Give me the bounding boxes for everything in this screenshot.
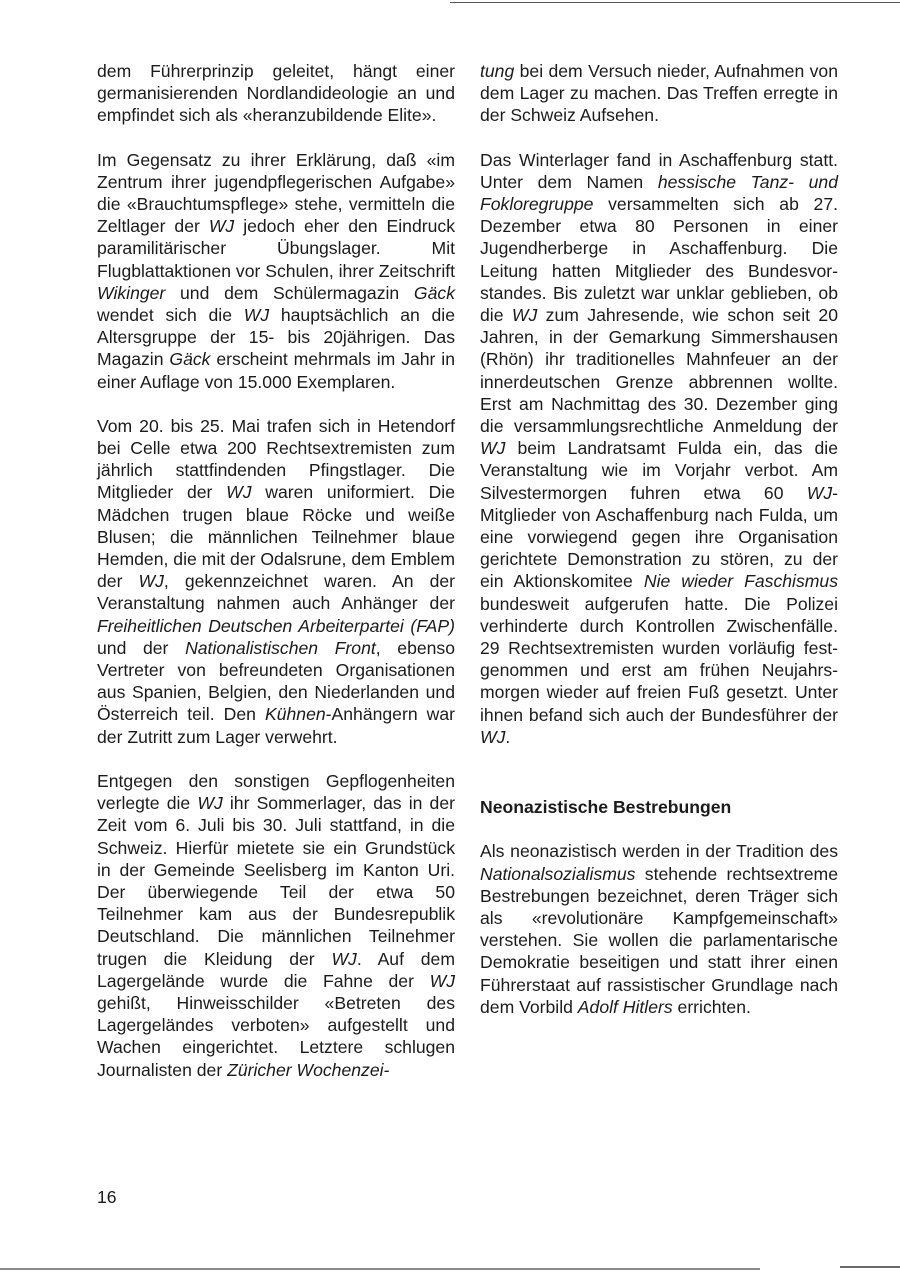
italic-term: Nationalistischen Front [185, 637, 376, 658]
italic-term: Nie wieder Faschismus [643, 571, 838, 592]
italic-term: WJ [208, 216, 235, 237]
italic-term: Züricher Wochenzei- [227, 1059, 390, 1080]
page-number: 16 [97, 1187, 117, 1207]
italic-term: WJ [806, 482, 833, 503]
italic-term: Freiheitlichen Deutschen Arbeiterpartei (FAP) [97, 615, 455, 636]
section-heading: Neonazistische Bestrebungen [480, 797, 732, 818]
italic-term: hessische Tanz- und Fokloregruppe [480, 171, 838, 215]
top-rule [450, 2, 900, 3]
italic-term: Kühnen [264, 704, 326, 725]
paragraph: Als neonazistisch werden in der Tradition des Nationalsozialismus stehende rechtsextreme Bestrebungen bezeichnet, deren Träger sich als «revolutionäre Kampfgemeinschaft» verstehen. Sie wollen die parlamentarische Demokratie beseitigen und statt ihrer einen Führerstaat auf rassistischer Grundlage nach dem Vorbild Adolf Hitlers errichten. [480, 841, 838, 1017]
italic-term: Nationalsozialismus [480, 863, 636, 884]
paragraph: Vom 20. bis 25. Mai trafen sich in Hetendorf bei Celle etwa 200 Rechtsextremisten zum jährlich stattfindenden Pfingstlager. Die Mitglieder der WJ waren uniformiert. Die Mädchen trugen blaue Röcke und weiße Blusen; die männlichen Teilnehmer blaue Hemden, die mit der Odalsrune, dem Emblem der WJ, gekennzeichnet waren. An der Veranstaltung nahmen auch Anhänger der Freiheitlichen Deutschen Arbeiterpartei (FAP) und der Nationalistischen Front, ebenso Vertreter von befreundeten Organisationen aus Spanien, Belgien, den Niederlanden und Österreich teil. Den Kühnen-Anhängern war der Zutritt zum Lager verwehrt. [97, 415, 456, 747]
italic-term: WJ [511, 305, 538, 326]
bottom-rule [0, 1268, 760, 1270]
italic-term: WJ [243, 305, 270, 326]
paragraph: Das Winterlager fand in Aschaffenburg statt. Unter dem Namen hessische Tanz- und Fokloregruppe versammelten sich ab 27. Dezember etwa 80 Personen in einer Jugendherberge in Aschaffenburg. Die Leitung hatten Mitglieder des Bundesvorstandes. Bis zuletzt war unklar geblieben, ob die WJ zum Jahresende, wie schon seit 20 Jahren, in der Gemarkung Simmershausen (Rhön) ihr traditionelles Mahnfeuer an der innerdeutschen Grenze abbrennen wollte. Erst am Nachmittag des 30. Dezember ging die versammlungsrechtliche Anmeldung der WJ beim Landratsamt Fulda ein, das die Veranstaltung wie im Vorjahr verbot. Am Silvestermorgen fuhren etwa 60 WJ-Mitglieder von Aschaffenburg nach Fulda, um eine vorwiegend gegen ihre Organisation gerichtete Demonstration zu stören, zu der ein Aktionskomitee Nie wieder Faschismus bundesweit aufgerufen hatte. Die Polizei verhinderte durch Kontrollen Zwischenfälle. 29 Rechtsextremisten wurden vorläufig festgenommen und erst am frühen Neujahrsmorgen wieder auf freien Fuß gesetzt. Unter ihnen befand sich auch der Bundesführer der WJ. [480, 149, 838, 747]
left-column [97, 60, 455, 1103]
italic-term: tung [480, 61, 515, 81]
italic-term: WJ [429, 970, 455, 991]
italic-term: Adolf Hitlers [577, 996, 673, 1017]
italic-term: WJ [480, 438, 506, 459]
italic-term: WJ [480, 726, 506, 747]
italic-term: Wikinger [97, 282, 166, 303]
italic-term: Gäck [169, 349, 211, 370]
paragraph: Im Gegensatz zu ihrer Erklärung, daß «im Zentrum ihrer jugendpflegerischen Aufgabe» die «Brauchtumspflege» stehe, vermitteln die Zeltlager der WJ jedoch eher den Eindruck paramilitärischer Übungslager. Mit Flugblattaktionen vor Schulen, ihrer Zeitschrift Wikinger und dem Schülermagazin Gäck wendet sich die WJ hauptsächlich an die Altersgruppe der 15- bis 20jährigen. Das Magazin Gäck erscheint mehrmals im Jahr in einer Auflage von 15.000 Exemplaren. [97, 149, 455, 392]
italic-term: WJ [197, 793, 223, 814]
italic-term: WJ [226, 482, 252, 503]
right-column [480, 60, 838, 1040]
paragraph: tung bei dem Versuch nieder, Aufnahmen von dem Lager zu machen. Das Treffen erregte in der Schweiz Aufsehen. [480, 61, 838, 126]
italic-term: WJ [331, 948, 357, 969]
paragraph: Entgegen den sonstigen Gepflogenheiten verlegte die WJ ihr Sommerlager, das in der Zeit vom 6. Juli bis 30. Juli stattfand, in die Schweiz. Hierfür mietete sie ein Grundstück in der Gemeinde Seelisberg im Kanton Uri. Der überwiegende Teil der etwa 50 Teilnehmer kam aus der Bundesrepublik Deutschland. Die männlichen Teilnehmer trugen die Kleidung der WJ. Auf dem Lagergelände wurde die Fahne der WJ gehißt, Hinweisschilder «Betreten des Lagergeländes verboten» aufgestellt und Wachen eingerichtet. Letztere schlugen Journalisten der Züricher Wochenzei- [97, 770, 455, 1080]
italic-term: WJ [138, 571, 164, 592]
bottom-rule-right [840, 1266, 900, 1268]
paragraph: dem Führerprinzip geleitet, hängt einer germanisierenden Nordlandideologie an und empfindet sich als «heranzubildende Elite». [97, 61, 455, 126]
italic-term: Gäck [413, 282, 455, 303]
